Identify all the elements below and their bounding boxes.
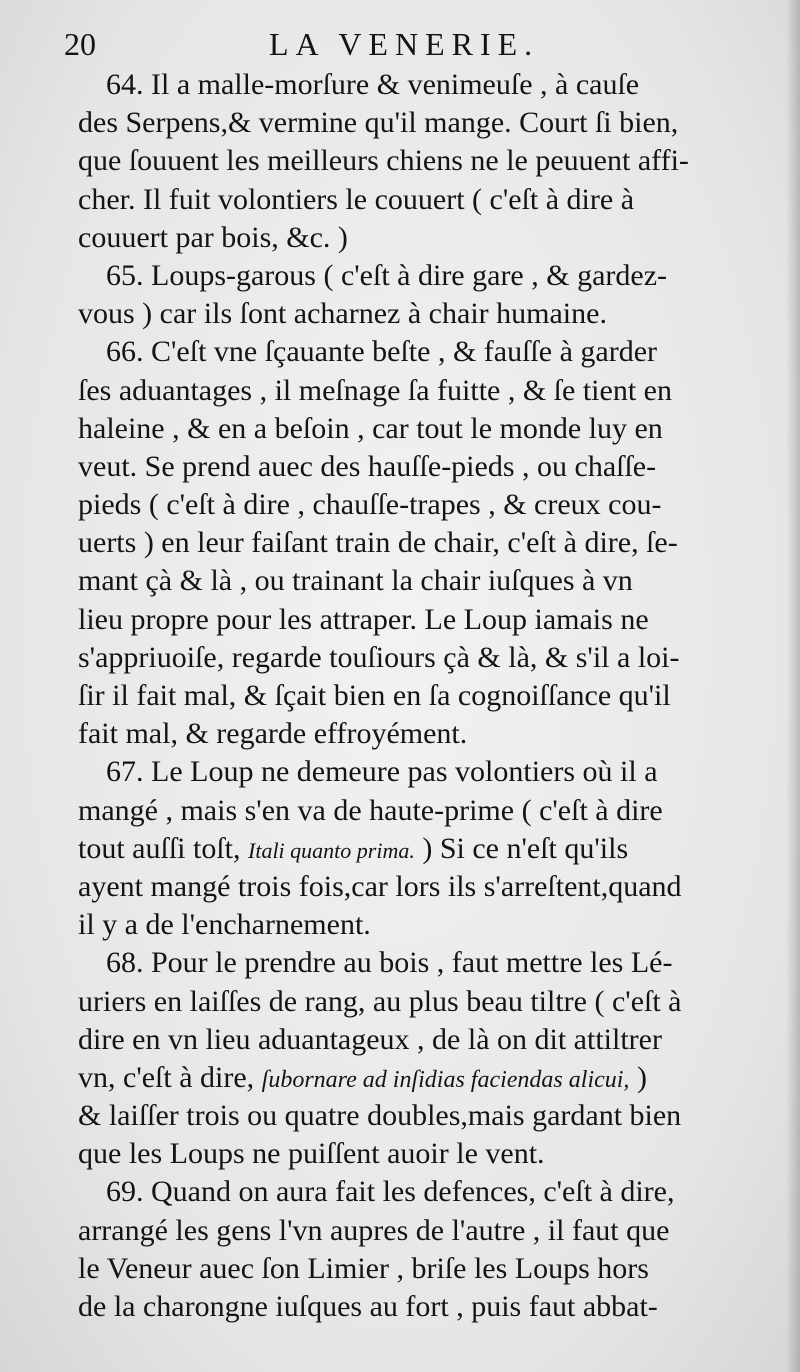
text-line: 66. C'eſt vne ſçauante beſte , & fauſſe à garder bbox=[106, 335, 658, 369]
text-line: le Veneur auec ſon Limier , briſe les Loups hors bbox=[78, 1251, 649, 1285]
page-title: LA VENERIE. bbox=[269, 26, 540, 62]
text-line: vous ) car ils ſont acharnez à chair humaine. bbox=[78, 297, 607, 331]
text-segment: tout auſſi toſt, bbox=[78, 831, 248, 865]
text-line: ſir il fait mal, & ſçait bien en ſa cognoiſſance qu'il bbox=[78, 679, 671, 712]
text-line: uerts ) en leur faiſant train de chair, c'eſt à dire, ſe- bbox=[78, 526, 678, 560]
text-line bbox=[78, 830, 768, 868]
text-line: pieds ( c'eſt à dire , chauſſe-trapes , & creux cou- bbox=[78, 488, 662, 522]
text-line: arrangé les gens l'vn aupres de l'autre , il faut que bbox=[78, 1213, 670, 1247]
text-line: que ſouuent les meilleurs chiens ne le peuuent affi- bbox=[78, 144, 689, 178]
text-line: 68. Pour le prendre au bois , faut mettre les Lé- bbox=[106, 946, 673, 980]
text-line: mangé , mais s'en va de haute-prime ( c'eſt à dire bbox=[78, 793, 663, 827]
text-line: 64. Il a malle-morſure & venimeuſe , à cauſe bbox=[106, 68, 640, 101]
text-line: fait mal, & regarde effroyément. bbox=[78, 717, 468, 751]
text-line: de la charongne iuſques au fort , puis faut abbat- bbox=[78, 1290, 658, 1323]
text-segment: ) bbox=[629, 1060, 647, 1094]
page-number: 20 bbox=[64, 26, 96, 62]
text-line: 67. Le Loup ne demeure pas volontiers où il a bbox=[106, 755, 658, 789]
latin-italic-text: Itali quanto prima. bbox=[248, 837, 415, 863]
text-segment: ) Si ce n'eſt qu'ils bbox=[414, 831, 629, 865]
text-line: cher. Il fuit volontiers le couuert ( c'eſt à dire à bbox=[78, 182, 635, 216]
text-line bbox=[78, 1059, 768, 1097]
text-line: haleine , & en a beſoin , car tout le monde luy en bbox=[78, 411, 663, 445]
text-line: que les Loups ne puiſſent auoir le vent. bbox=[78, 1137, 545, 1171]
text-line: ayent mangé trois fois,car lors ils s'arreſtent,quand bbox=[78, 869, 682, 903]
text-line: veut. Se prend auec des hauſſe-pieds , ou chaſſe- bbox=[78, 449, 657, 483]
text-line: il y a de l'encharnement. bbox=[78, 908, 371, 942]
body-text bbox=[78, 66, 768, 1326]
text-line: 69. Quand on aura fait les defences, c'eſt à dire, bbox=[106, 1175, 675, 1209]
text-line: des Serpens,& vermine qu'il mange. Court ſi bien, bbox=[78, 106, 679, 140]
text-line: uriers en laiſſes de rang, au plus beau tiltre ( c'eſt à bbox=[78, 984, 682, 1018]
text-line: couuert par bois, &c. ) bbox=[78, 220, 348, 254]
running-head bbox=[64, 24, 764, 68]
page-edge-shadow bbox=[786, 0, 800, 1372]
text-line: 65. Loups-garous ( c'eſt à dire gare , & gardez- bbox=[106, 258, 668, 292]
text-line: ſes aduantages , il meſnage ſa fuitte , & ſe tient en bbox=[78, 373, 672, 407]
text-line: lieu propre pour les attraper. Le Loup iamais ne bbox=[78, 602, 649, 636]
text-line: mant çà & là , ou trainant la chair iuſques à vn bbox=[78, 564, 633, 598]
text-line: s'appriuoiſe, regarde touſiours çà & là, & s'il a loi- bbox=[78, 640, 680, 674]
latin-italic-text: ſubornare ad inſidias faciendas alicui, bbox=[261, 1066, 630, 1093]
text-line: & laiſſer trois ou quatre doubles,mais gardant bien bbox=[78, 1099, 682, 1133]
text-line: dire en vn lieu aduantageux , de là on dit attiltrer bbox=[78, 1022, 662, 1056]
text-segment: vn, c'eſt à dire, bbox=[78, 1060, 262, 1094]
